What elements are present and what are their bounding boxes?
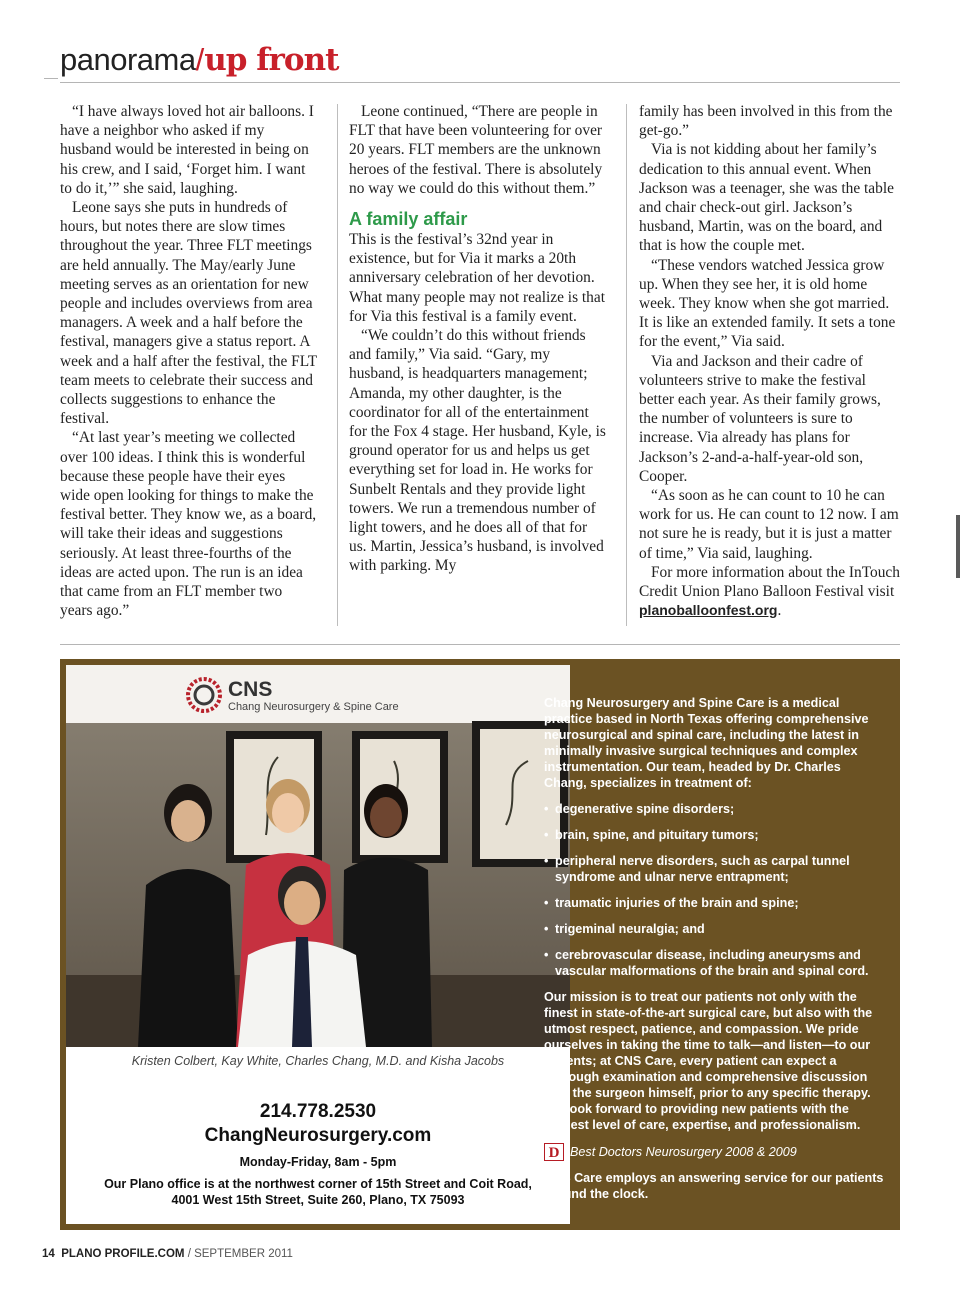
list-item: • brain, spine, and pituitary tumors; xyxy=(544,827,884,843)
section-header xyxy=(60,42,900,83)
ad-mission: Our mission is to treat our patients not only with the finest in state-of-the-art surgical care, but also with the utmost respect, patience, and compassion. We pride ourselves in taking the time to talk—and listen—to our patients; at CNS Care, every patient can expect a thorough examination and comprehensive discussion with the surgeon himself, prior to any specific therapy. We look forward to providing new patients with the highest level of care, expertise, and professionalism. xyxy=(544,990,873,1132)
ad-photo-panel xyxy=(66,665,570,1224)
paragraph-text: For more information about the InTouch Credit Union Plano Balloon Festival visit xyxy=(639,563,900,601)
paragraph: “As soon as he can count to 10 he can work for us. He can count to 12 now. I am not sure he is ready, but it is just a matter of time,” Via said, laughing. xyxy=(639,487,899,562)
list-item: • degenerative spine disorders; xyxy=(544,801,884,817)
list-item: • cerebrovascular disease, including aneurysms and vascular malformations of the brain and spinal cord. xyxy=(544,947,884,979)
article-column-2 xyxy=(349,102,607,576)
subhead: A family affair xyxy=(349,209,468,230)
subsection-name: up front xyxy=(204,42,339,78)
office-address xyxy=(86,1176,550,1208)
paragraph: Via is not kidding about her family’s dedication to this annual event. When Jackson was a teenager, she was the table and chair check-out girl. Jackson’s husband, Martin, was on the board, and that is how the couple met. xyxy=(639,141,894,255)
publication-name: PLANO PROFILE.COM xyxy=(61,1248,185,1260)
paragraph: “We couldn’t do this without friends and family,” Via said. “Gary, my husband, is headquarters management; Amanda, my other daughter, is the coordinator for all of the entertainment for the Fox 4 stage. Her husband, Kyle, is ground operator for us and helps us get everything set for load in. He works for Sunbelt Rentals and they provide light towers. We run a tremendous number of light towers, and he does all of that for us. Martin, Jessica’s husband, is involved with parking. My xyxy=(349,327,606,575)
section-separator: / xyxy=(195,42,205,77)
staff-group xyxy=(138,779,432,1047)
paragraph-end: . xyxy=(777,602,782,620)
festival-link[interactable]: planoballoonfest.org xyxy=(639,602,778,619)
cns-logo-subtitle: Chang Neurosurgery & Spine Care xyxy=(228,701,399,713)
paragraph: This is the festival’s 32nd year in existence, but for Via it marks a 20th anniversary celebration of her devotion. What many people may not realize is that for Via this festival is a family event. xyxy=(349,231,605,325)
list-item: • trigeminal neuralgia; and xyxy=(544,921,884,937)
list-item: • peripheral nerve disorders, such as carpal tunnel syndrome and ulnar nerve entrapment; xyxy=(544,853,884,885)
page-number: 14 xyxy=(42,1248,55,1260)
column-divider xyxy=(337,104,338,626)
column-divider xyxy=(626,104,627,626)
ad-copy xyxy=(544,695,884,1212)
photo-caption: Kristen Colbert, Kay White, Charles Chang, M.D. and Kisha Jacobs xyxy=(131,1054,505,1068)
ad-closing: CNS Care employs an answering service for our patients around the clock. xyxy=(544,1171,884,1201)
award-text: Best Doctors Neurosurgery 2008 & 2009 xyxy=(570,1145,797,1159)
address-line: 4001 West 15th Street, Suite 260, Plano, TX 75093 xyxy=(171,1193,465,1207)
issue-date: / SEPTEMBER 2011 xyxy=(187,1248,293,1260)
address-line: Our Plano office is at the northwest corner of 15th Street and Coit Road, xyxy=(104,1177,532,1191)
staff-photo xyxy=(66,665,570,1047)
phone-number[interactable]: 214.778.2530 xyxy=(259,1101,377,1122)
treatment-list xyxy=(544,801,884,979)
paragraph: “These vendors watched Jessica grow up. When they see her, it is old home week. They know when she got married. It is like an extended family. It sets a tone for the event,” Via said. xyxy=(639,256,896,351)
list-item: • traumatic injuries of the brain and spine; xyxy=(544,895,884,911)
paragraph: “At last year’s meeting we collected over 100 ideas. I think this is wonderful because these people have their eyes wide open looking for things to make the festival better. They know we, as a board, will take their ideas and suggestions seriously. At least three-fourths of the ideas are acted upon. The run is an idea that came from an FLT member two years ago.” xyxy=(60,429,317,620)
website-link[interactable]: ChangNeurosurgery.com xyxy=(204,1125,432,1146)
article-column-3 xyxy=(639,102,901,620)
header-rule-stub xyxy=(44,78,58,79)
paragraph: “I have always loved hot air balloons. I have a neighbor who asked if my husband would be interested in being on his crew, and I said, ‘Forget him. I want to do it,’” she said, laughing. xyxy=(60,103,314,197)
page-edge-tab xyxy=(956,515,960,578)
cns-logo-text: CNS xyxy=(228,678,273,701)
article-column-1 xyxy=(60,102,318,620)
paragraph: Leone says she puts in hundreds of hours, but notes there are slow times throughout the year. Three FLT meetings are held annually. The May/early June meeting serves as an orientation for new people and includes overviews from area managers. A week and a half before the festival, managers give a status report. A week and a half after the festival, the FLT team meets to celebrate their success and collects suggestions to enhance the festival. xyxy=(60,199,317,428)
paragraph: family has been involved in this from the get-go.” xyxy=(639,103,893,140)
paragraph xyxy=(639,563,901,621)
d-magazine-icon: D xyxy=(544,1143,564,1161)
paragraph: Via and Jackson and their cadre of volunteers strive to make the festival better each year. As their family grows, the number of volunteers is sure to increase. Via already has plans for Jackson’s 2-and-a-half-year-old son, Cooper. xyxy=(639,352,881,485)
cns-advertisement xyxy=(60,659,900,1230)
ad-intro: Chang Neurosurgery and Spine Care is a medical practice based in North Texas offering comprehensive neurosurgical and spinal care, including the latest in minimally invasive surgical techniques and complex instrumentation. Our team, headed by Dr. Charles Chang, specializes in treatment of: xyxy=(544,696,869,790)
page-footer xyxy=(42,1248,293,1260)
office-hours: Monday-Friday, 8am - 5pm xyxy=(239,1155,397,1169)
section-name: panorama xyxy=(60,42,196,77)
paragraph: Leone continued, “There are people in FLT that have been volunteering for over 20 years. FLT members are the unknown heroes of the festival. There is absolutely no way we could do this without them.” xyxy=(349,103,603,197)
article-ad-divider xyxy=(60,644,900,645)
award-line xyxy=(544,1143,884,1161)
